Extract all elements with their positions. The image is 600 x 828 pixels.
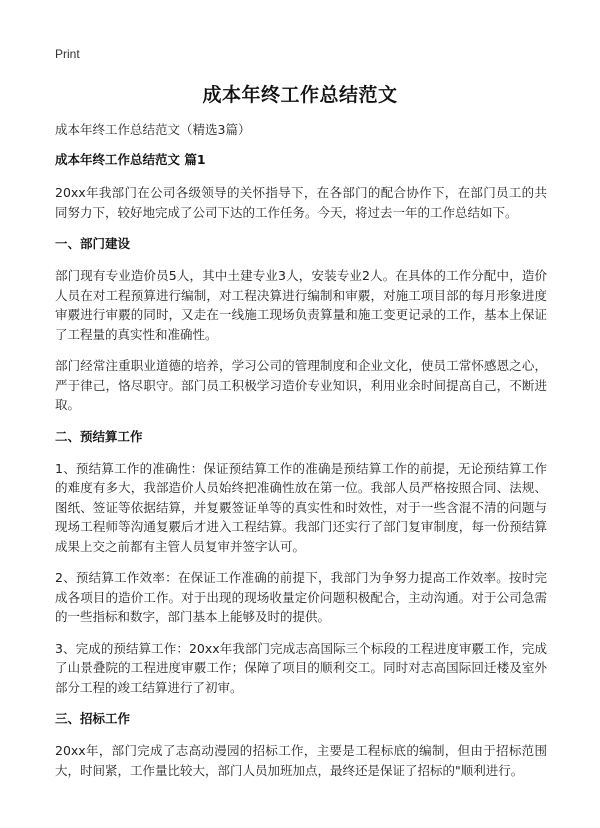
- section-budget-settlement: [55, 427, 547, 698]
- paragraph: 20xx年，部门完成了志高动漫园的招标工作，主要是工程标底的编制，但由于招标范围大，时间紧，工作量比较大，部门人员加班加点，最终还是保证了招标的"顺利进行。: [55, 743, 547, 778]
- paragraph: 1、预结算工作的准确性：保证预结算工作的准确是预结算工作的前提，无论预结算工作的难度有多大，我部造价人员始终把准确性放在第一位。我部人员严格按照合同、法规、图纸、签证等依据结算，并复覈签证单等的真实性和时效性，对于一些含混不清的问题与现场工程师等沟通复覈后才进入工程结算。我部门还实行了部门复审制度，每一份预结算成果上交之前都有主管人员复审并签字认可。: [55, 460, 547, 554]
- section-bidding: [55, 709, 547, 780]
- article-heading: 成本年终工作总结范文 篇1: [55, 152, 206, 167]
- paragraph: 部门经常注重职业道德的培养，学习公司的管理制度和企业文化，使员工常怀感恩之心，严于律己，恪尽职守。部门员工积极学习造价专业知识，利用业余时间提高自己，不断进取。: [55, 358, 547, 412]
- paragraph: 部门现有专业造价员5人，其中土建专业3人，安装专业2人。在具体的工作分配中，造价人员在对工程预算进行编制，对工程决算进行编制和审覈，对施工项目部的每月形象进度审覈进行审覈的同时，又走在一线施工现场负责算量和施工变更记录的工作，基本上保证了工程量的真实性和准确性。: [55, 268, 547, 342]
- print-link[interactable]: Print: [55, 47, 80, 61]
- page-title: 成本年终工作总结范文: [202, 84, 398, 106]
- section-heading: 三、招标工作: [55, 711, 131, 726]
- section-heading: 一、部门建设: [55, 236, 131, 251]
- paragraph: 2、预结算工作效率：在保证工作准确的前提下，我部门为争努力提高工作效率。按时完成各项目的造价工作。对于出现的现场收量定价问题积极配合，主动沟通。对于公司急需的一些指标和数字，部门基本上能够及时的提供。: [55, 570, 547, 624]
- section-department-building: [55, 234, 547, 415]
- document-body: [55, 120, 547, 792]
- intro-paragraph: 20xx年我部门在公司各级领导的关怀指导下，在各部门的配合协作下，在部门员工的共同努力下，较好地完成了公司下达的工作任务。今天，将过去一年的工作总结如下。: [55, 185, 547, 220]
- section-heading: 二、预结算工作: [55, 428, 143, 444]
- paragraph: 3、完成的预结算工作：20xx年我部门完成志高国际三个标段的工程进度审覈工作，完成了山景叠院的工程进度审覈工作；保障了项目的顺利交工。同时对志高国际回迁楼及室外部分工程的竣工结算进行了初审。: [55, 640, 547, 695]
- document-subtitle: 成本年终工作总结范文（精选3篇）: [55, 122, 251, 137]
